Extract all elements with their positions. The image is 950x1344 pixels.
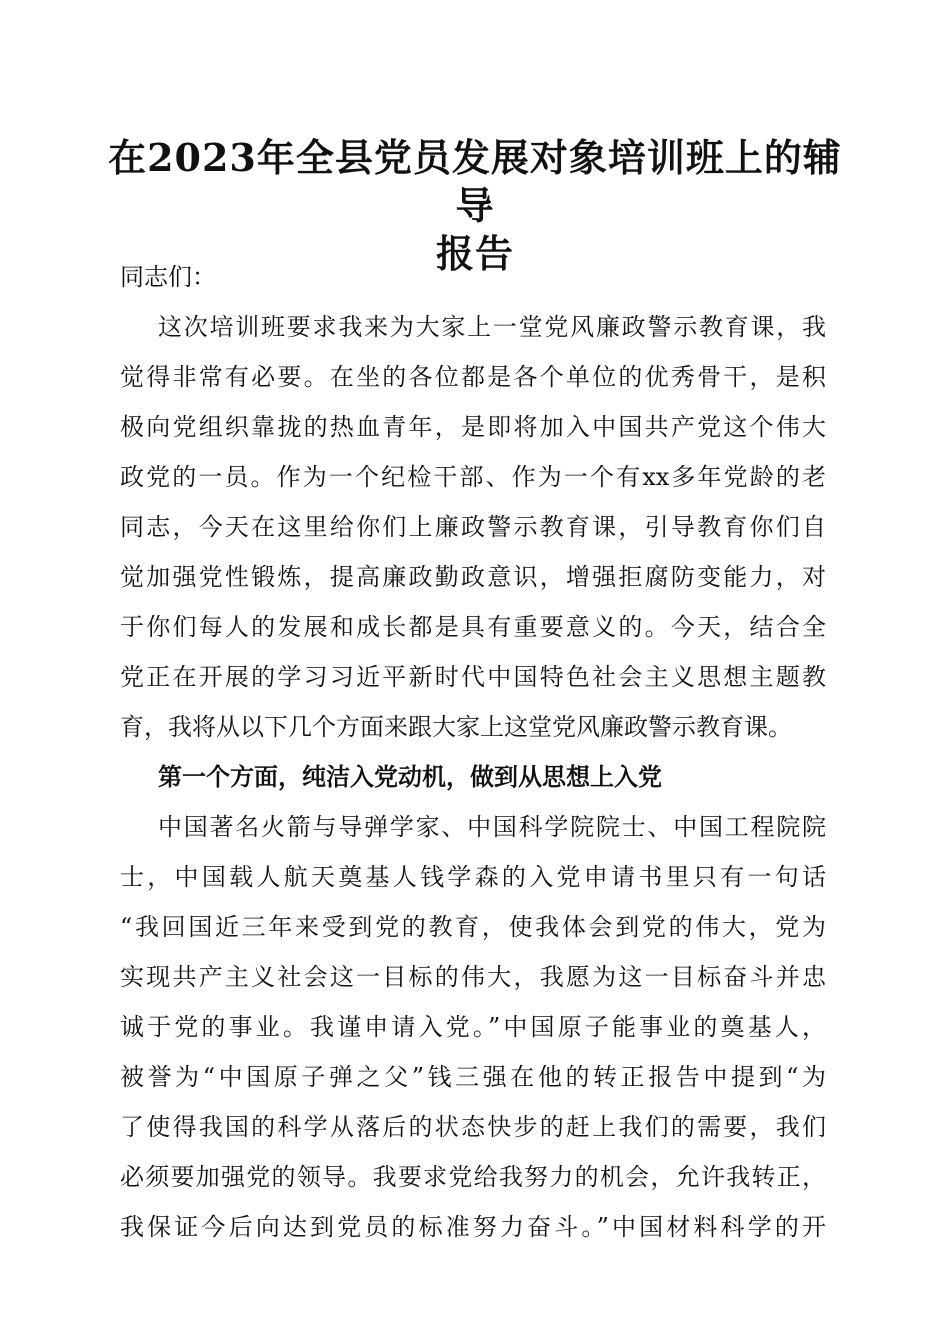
text-line: 中国著名火箭与导弹学家、中国科学院院士、中国工程院院	[158, 813, 826, 841]
text-line: 同志，今天在这里给你们上廉政警示教育课，引导教育你们自	[120, 513, 826, 541]
text-line: 诚于党的事业。我谨申请入党。”中国原子能事业的奠基人，	[120, 1013, 826, 1041]
text-line: 被誉为“中国原子弹之父”钱三强在他的转正报告中提到“为	[120, 1063, 826, 1091]
text-line: 极向党组织靠拢的热血青年，是即将加入中国共产党这个伟大	[120, 413, 826, 441]
text-line: 政党的一员。作为一个纪检干部、作为一个有xx多年党龄的老	[120, 463, 826, 491]
document-body	[120, 252, 826, 1252]
text-line: 于你们每人的发展和成长都是具有重要意义的。今天，结合全	[120, 613, 826, 641]
text-line: 党正在开展的学习习近平新时代中国特色社会主义思想主题教	[120, 663, 826, 691]
salutation: 同志们：	[120, 263, 216, 291]
text-line: 觉加强党性锻炼，提高廉政勤政意识，增强拒腐防变能力，对	[120, 563, 826, 591]
paragraph-section-1	[120, 802, 826, 1252]
title-line-1: 在2023年全县党员发展对象培训班上的辅导	[108, 135, 842, 228]
text-line: 士，中国载人航天奠基人钱学森的入党申请书里只有一句话	[120, 863, 826, 891]
text-line: 我保证今后向达到党员的标准努力奋斗。”中国材料科学的开	[120, 1213, 826, 1241]
paragraph-intro	[120, 302, 826, 752]
text-line: 觉得非常有必要。在坐的各位都是各个单位的优秀骨干，是积	[120, 363, 826, 391]
title-line-2: 报告	[435, 231, 514, 276]
text-line: “我回国近三年来受到党的教育，使我体会到党的伟大，党为	[120, 913, 826, 941]
text-line: 必须要加强党的领导。我要求党给我努力的机会，允许我转正，	[120, 1163, 826, 1191]
text-line: 育，我将从以下几个方面来跟大家上这堂党风廉政警示教育课。	[120, 713, 792, 741]
text-line: 了使得我国的科学从落后的状态快步的赶上我们的需要，我们	[120, 1113, 826, 1141]
section-heading: 第一个方面，纯洁入党动机，做到从思想上入党	[158, 762, 662, 791]
text-line: 实现共产主义社会这一目标的伟大，我愿为这一目标奋斗并忠	[120, 963, 826, 991]
text-line: 这次培训班要求我来为大家上一堂党风廉政警示教育课，我	[158, 313, 826, 341]
